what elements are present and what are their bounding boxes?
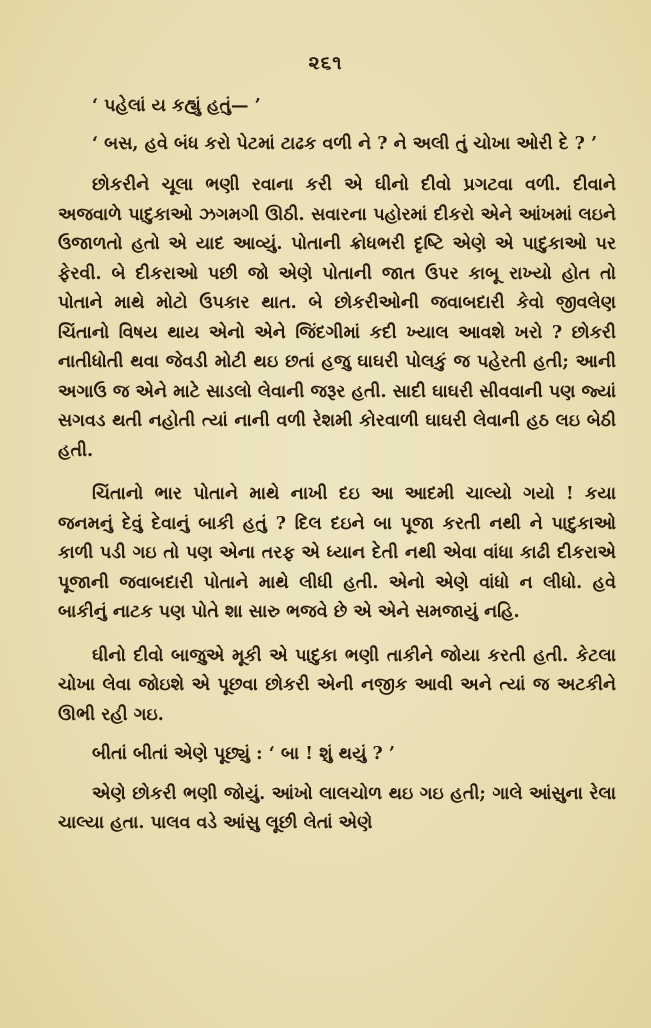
paragraph-7: એણે છોકરી ભણી જોયું. આંખો લાલચોળ થઇ ગઇ હતી; ગાલે આંસુના રેલા ચાલ્યા હતા. પાલવ વડે આંસુ લૂછી લેતાં એણે <box>58 783 616 833</box>
paragraph-4: ચિંતાનો ભાર પોતાને માથે નાખી દઇ આ આદમી ચાલ્યો ગયો ! કયા જનમનું દેવું દેવાનું બાકી હતું ? દિલ દઇને બા પૂજા કરતી નથી ને પાદુકાઓ કાળી પડી ગઇ તો પણ એના તરફ એ ધ્યાન દેતી નથી એવા વાંધા કાઢી દીકરાએ પૂજાની જવાબદારી પોતાને માથે લીધી હતી. એનો એણે વાંધો ન લીધો. હવે બાકીનું નાટક પણ પોતે શા સારુ ભજવે છે એ એને સમજાયું નહિ. <box>58 484 616 622</box>
body-text <box>58 92 616 839</box>
paragraph-1: ‘ પહેલાં ય કહ્યું હતું— ’ <box>92 96 261 116</box>
paragraph-2: ‘ બસ, હવે બંધ કરો પેટમાં ટાઢક વળી ને ? ને અલી તું ચોખા ઓરી દે ? ’ <box>92 133 598 154</box>
paragraph-3: છોકરીને ચૂલા ભણી રવાના કરી એ ઘીનો દીવો પ્રગટવા વળી. દીવાને અજવાળે પાદુકાઓ ઝગમગી ઊઠી. સવારના પહોરમાં દીકરો એને આંખમાં લઇને ઉજાળતો હતો એ યાદ આવ્યું. પોતાની ક્રોધભરી દૃષ્ટિ એણે એ પાદુકાઓ પર ફેરવી. બે દીકરાઓ પછી જો એણે પોતાની જાત ઉપર કાબૂ રાખ્યો હોત તો પોતાને માથે મોટો ઉપકાર થાત. બે છોકરીઓની જવાબદારી કેવો જીવલેણ ચિંતાનો વિષય થાય એનો એને જિંદગીમાં કદી ખ્યાલ આવશે ખરો ? છોકરી નાતીધોતી થવા જેવડી મોટી થઇ છતાં હજુ ઘાઘરી પોલકું જ પહેરતી હતી; આની અગાઉ જ એને માટે સાડલો લેવાની જરૂર હતી. સાદી ઘાઘરી સીવવાની પણ જ્યાં સગવડ થતી નહોતી ત્યાં નાની વળી રેશમી કોરવાળી ઘાઘરી લેવાની હઠ લઇ બેઠી હતી. <box>58 175 616 461</box>
paragraph-5: ઘીનો દીવો બાજુએ મૂકી એ પાદુકા ભણી તાકીને જોયા કરતી હતી. કેટલા ચોખા લેવા જોઇશે એ પૂછવા છોકરી એની નજીક આવી અને ત્યાં જ અટકીને ઊભી રહી ગઇ. <box>58 645 616 725</box>
paragraph-6: બીતાં બીતાં એણે પૂછ્યું : ‘ બા ! શું થયું ? ’ <box>92 744 395 764</box>
page-number: ૨૬૧ <box>308 52 343 74</box>
